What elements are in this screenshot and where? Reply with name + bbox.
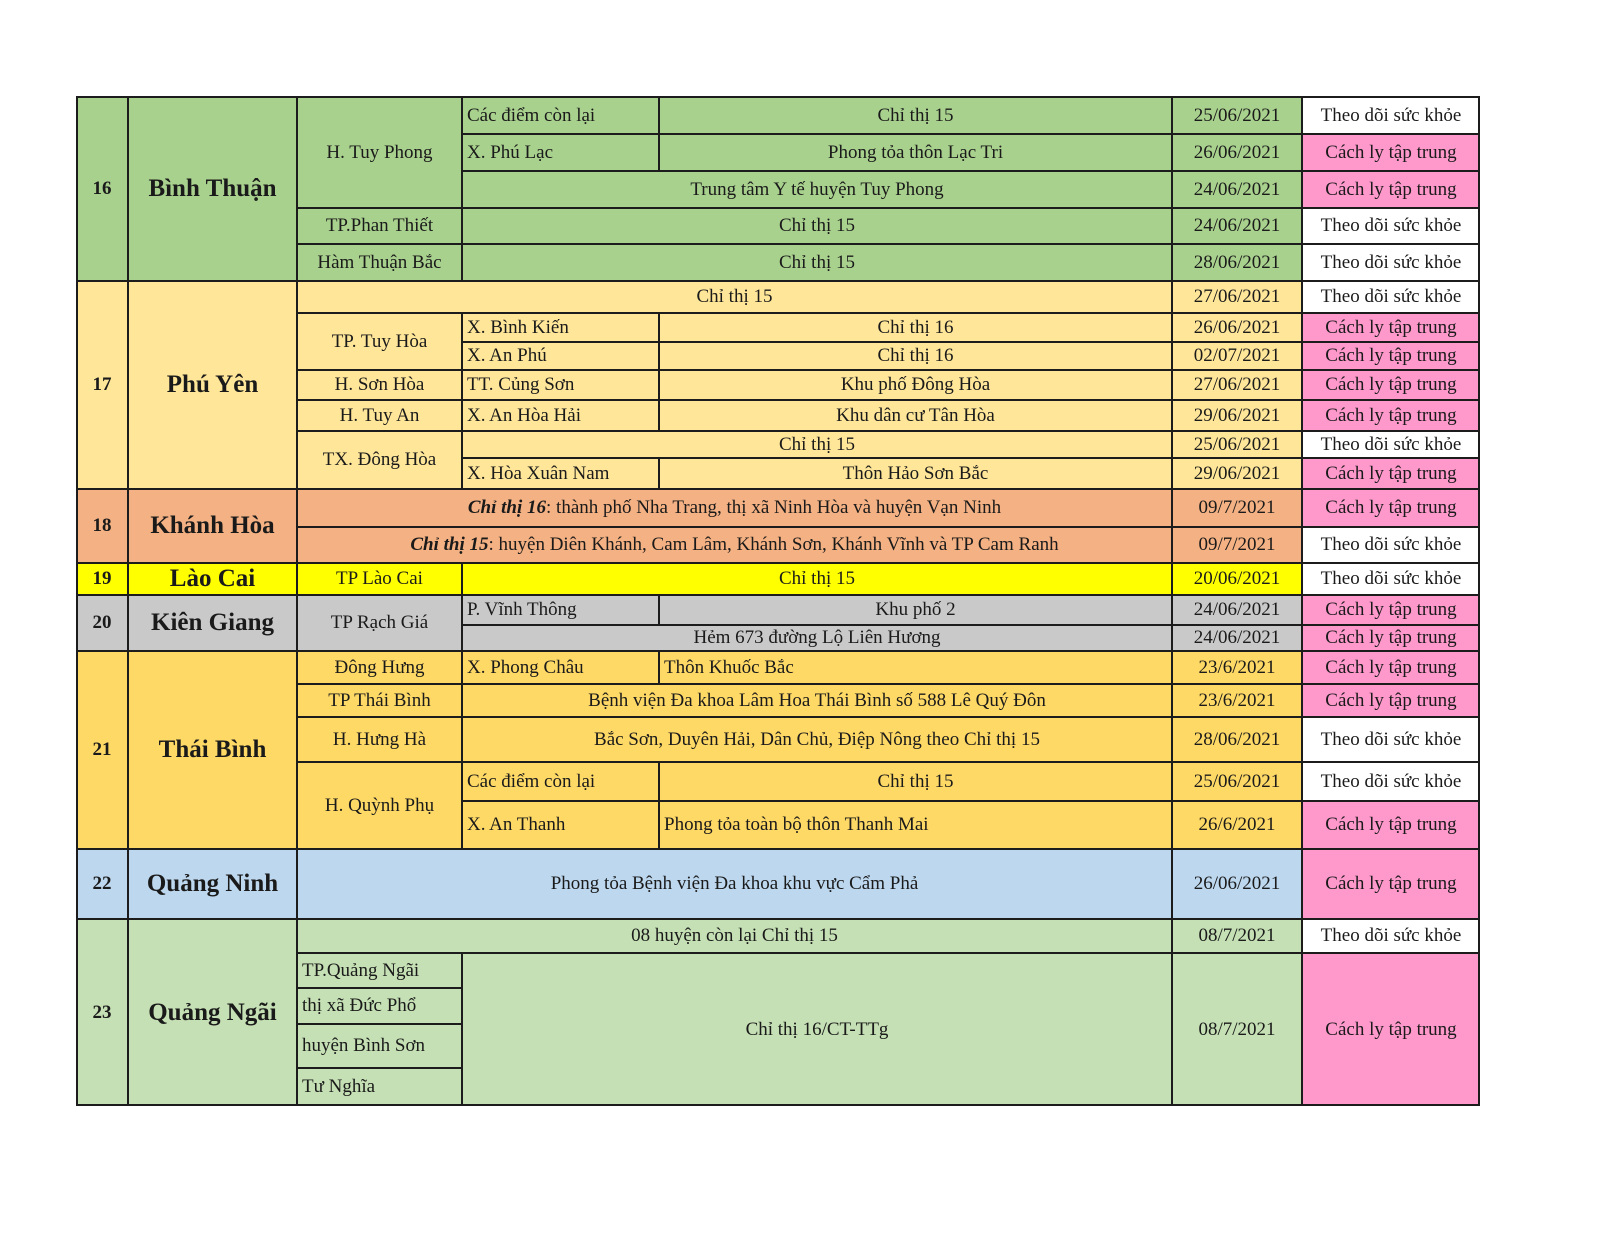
status-monitor: Theo dõi sức khỏe <box>1302 717 1480 762</box>
table-cell: X. An Phú <box>462 342 659 370</box>
table-cell: X. Bình Kiến <box>462 313 659 342</box>
row-number: 19 <box>76 563 128 595</box>
province-name: Thái Bình <box>128 651 297 849</box>
table-cell: 24/06/2021 <box>1172 625 1302 651</box>
table-cell: H. Sơn Hòa <box>297 370 462 400</box>
status-quarantine: Cách ly tập trung <box>1302 625 1480 651</box>
status-quarantine: Cách ly tập trung <box>1302 801 1480 849</box>
status-monitor: Theo dõi sức khỏe <box>1302 919 1480 953</box>
table-cell: X. Phú Lạc <box>462 134 659 171</box>
province-name: Khánh Hòa <box>128 489 297 563</box>
table-cell: Hàm Thuận Bắc <box>297 244 462 281</box>
table-cell: 27/06/2021 <box>1172 281 1302 313</box>
table-cell: H. Tuy An <box>297 400 462 431</box>
table-cell: Chỉ thị 15 <box>462 244 1172 281</box>
table-cell: Chỉ thị 15 <box>462 208 1172 244</box>
table-cell: H. Tuy Phong <box>297 97 462 208</box>
table-cell: 23/6/2021 <box>1172 651 1302 684</box>
table-cell: 08/7/2021 <box>1172 953 1302 1106</box>
status-quarantine: Cách ly tập trung <box>1302 171 1480 208</box>
province-name: Quảng Ninh <box>128 849 297 919</box>
directive-label: Chỉ thị 15 <box>410 534 489 556</box>
table-cell: 24/06/2021 <box>1172 208 1302 244</box>
table-cell: Chỉ thị 15 <box>659 97 1172 134</box>
status-quarantine: Cách ly tập trung <box>1302 134 1480 171</box>
row-number: 18 <box>76 489 128 563</box>
table-cell: 23/6/2021 <box>1172 684 1302 717</box>
status-quarantine: Cách ly tập trung <box>1302 458 1480 489</box>
table-cell: TP.Quảng Ngãi <box>297 953 462 988</box>
status-monitor: Theo dõi sức khỏe <box>1302 208 1480 244</box>
table-cell: 29/06/2021 <box>1172 458 1302 489</box>
table-cell: TP Rạch Giá <box>297 595 462 651</box>
status-quarantine: Cách ly tập trung <box>1302 684 1480 717</box>
table-cell: 26/06/2021 <box>1172 313 1302 342</box>
table-cell: Khu phố Đông Hòa <box>659 370 1172 400</box>
table-cell: 09/7/2021 <box>1172 489 1302 527</box>
table-cell: 20/06/2021 <box>1172 563 1302 595</box>
row-number: 23 <box>76 919 128 1106</box>
table-cell <box>297 527 1172 563</box>
table-cell: 25/06/2021 <box>1172 97 1302 134</box>
table-cell: 02/07/2021 <box>1172 342 1302 370</box>
table-cell: 25/06/2021 <box>1172 762 1302 801</box>
status-monitor: Theo dõi sức khỏe <box>1302 762 1480 801</box>
table-cell: 26/06/2021 <box>1172 849 1302 919</box>
table-cell: Đông Hưng <box>297 651 462 684</box>
table-cell: 26/6/2021 <box>1172 801 1302 849</box>
status-quarantine: Cách ly tập trung <box>1302 400 1480 431</box>
table-cell: 24/06/2021 <box>1172 171 1302 208</box>
table-cell: 27/06/2021 <box>1172 370 1302 400</box>
table-cell: Chỉ thị 15 <box>462 563 1172 595</box>
status-quarantine: Cách ly tập trung <box>1302 651 1480 684</box>
province-name: Quảng Ngãi <box>128 919 297 1106</box>
table-cell: H. Quỳnh Phụ <box>297 762 462 849</box>
status-quarantine: Cách ly tập trung <box>1302 489 1480 527</box>
table-cell: Chỉ thị 16/CT-TTg <box>462 953 1172 1106</box>
status-monitor: Theo dõi sức khỏe <box>1302 527 1480 563</box>
table-cell: Thôn Hảo Sơn Bắc <box>659 458 1172 489</box>
table-cell: X. An Thanh <box>462 801 659 849</box>
table-cell: Chỉ thị 15 <box>462 431 1172 458</box>
table-cell: Trung tâm Y tế huyện Tuy Phong <box>462 171 1172 208</box>
row-number: 21 <box>76 651 128 849</box>
table-cell: 28/06/2021 <box>1172 717 1302 762</box>
table-cell <box>297 489 1172 527</box>
table-cell: 25/06/2021 <box>1172 431 1302 458</box>
table-cell: TP. Tuy Hòa <box>297 313 462 370</box>
table-cell: Khu dân cư Tân Hòa <box>659 400 1172 431</box>
status-quarantine: Cách ly tập trung <box>1302 595 1480 625</box>
status-monitor: Theo dõi sức khỏe <box>1302 97 1480 134</box>
status-monitor: Theo dõi sức khỏe <box>1302 244 1480 281</box>
row-number: 20 <box>76 595 128 651</box>
table-cell: Phong tỏa Bệnh viện Đa khoa khu vực Cẩm Phả <box>297 849 1172 919</box>
table-cell: Hẻm 673 đường Lộ Liên Hương <box>462 625 1172 651</box>
table-cell: H. Hưng Hà <box>297 717 462 762</box>
table-cell: 29/06/2021 <box>1172 400 1302 431</box>
province-name: Bình Thuận <box>128 97 297 281</box>
table-cell: TP.Phan Thiết <box>297 208 462 244</box>
row-number: 22 <box>76 849 128 919</box>
status-quarantine: Cách ly tập trung <box>1302 313 1480 342</box>
table-cell: Tư Nghĩa <box>297 1068 462 1106</box>
table-cell: Chỉ thị 15 <box>297 281 1172 313</box>
table-cell: Thôn Khuốc Bắc <box>659 651 1172 684</box>
status-quarantine: Cách ly tập trung <box>1302 342 1480 370</box>
directive-scope: : thành phố Nha Trang, thị xã Ninh Hòa và huyện Vạn Ninh <box>546 497 1002 519</box>
table-cell: Phong tỏa thôn Lạc Tri <box>659 134 1172 171</box>
table-cell: X. Hòa Xuân Nam <box>462 458 659 489</box>
table-cell: X. Phong Châu <box>462 651 659 684</box>
status-quarantine: Cách ly tập trung <box>1302 370 1480 400</box>
table-cell: P. Vĩnh Thông <box>462 595 659 625</box>
table-cell: X. An Hòa Hải <box>462 400 659 431</box>
province-name: Lào Cai <box>128 563 297 595</box>
directive-scope: : huyện Diên Khánh, Cam Lâm, Khánh Sơn, Khánh Vĩnh và TP Cam Ranh <box>488 534 1059 556</box>
table-cell: 08/7/2021 <box>1172 919 1302 953</box>
table-cell: Chỉ thị 16 <box>659 342 1172 370</box>
table-cell: Chỉ thị 16 <box>659 313 1172 342</box>
table-cell: 08 huyện còn lại Chỉ thị 15 <box>297 919 1172 953</box>
table-cell: Khu phố 2 <box>659 595 1172 625</box>
table-cell: Bệnh viện Đa khoa Lâm Hoa Thái Bình số 588 Lê Quý Đôn <box>462 684 1172 717</box>
status-quarantine: Cách ly tập trung <box>1302 849 1480 919</box>
status-monitor: Theo dõi sức khỏe <box>1302 431 1480 458</box>
row-number: 16 <box>76 97 128 281</box>
table-cell: TT. Củng Sơn <box>462 370 659 400</box>
table-cell: huyện Bình Sơn <box>297 1024 462 1068</box>
table-cell: Bắc Sơn, Duyên Hải, Dân Chủ, Điệp Nông theo Chỉ thị 15 <box>462 717 1172 762</box>
table-cell: TX. Đông Hòa <box>297 431 462 489</box>
table-cell: 09/7/2021 <box>1172 527 1302 563</box>
table-cell: TP Lào Cai <box>297 563 462 595</box>
directive-label: Chỉ thị 16 <box>467 497 547 519</box>
status-monitor: Theo dõi sức khỏe <box>1302 281 1480 313</box>
table-cell: Các điểm còn lại <box>462 97 659 134</box>
table-cell: Chỉ thị 15 <box>659 762 1172 801</box>
table-cell: 26/06/2021 <box>1172 134 1302 171</box>
province-name: Kiên Giang <box>128 595 297 651</box>
table-cell: Các điểm còn lại <box>462 762 659 801</box>
status-monitor: Theo dõi sức khỏe <box>1302 563 1480 595</box>
province-name: Phú Yên <box>128 281 297 489</box>
table-cell: thị xã Đức Phổ <box>297 988 462 1024</box>
table-cell: Phong tỏa toàn bộ thôn Thanh Mai <box>659 801 1172 849</box>
table-cell: 28/06/2021 <box>1172 244 1302 281</box>
row-number: 17 <box>76 281 128 489</box>
table-cell: TP Thái Bình <box>297 684 462 717</box>
table-cell: 24/06/2021 <box>1172 595 1302 625</box>
status-quarantine: Cách ly tập trung <box>1302 953 1480 1106</box>
